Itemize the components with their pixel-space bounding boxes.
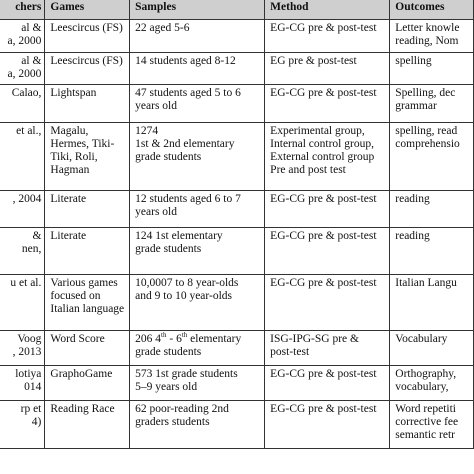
cell-text-line: Italian Langu [395, 277, 457, 289]
cell-text-line: Word Score [50, 333, 105, 345]
cell-text-line: & [32, 230, 42, 242]
cell-researchers [0, 275, 45, 331]
cell-text-line: 1st & 2nd elementary [135, 138, 235, 150]
cell-text-line: reading, Nom [395, 35, 459, 47]
cell-samples [130, 401, 265, 449]
cell-samples [130, 123, 265, 191]
cell-method [265, 366, 390, 401]
cell-text-line: grade students [135, 243, 202, 255]
cell-method [265, 53, 390, 85]
cell-researchers [0, 123, 45, 191]
cell-text-line: semantic retr [395, 429, 455, 441]
cell-text-line: reading [395, 193, 430, 205]
cell-text-line: 573 1st grade students [135, 368, 238, 380]
cell-samples [130, 85, 265, 123]
cell-text-line: GraphoGame [50, 368, 113, 380]
cell-text-line: Lightspan [50, 87, 97, 99]
cell-text-line: Reading Race [50, 403, 115, 415]
cell-games [45, 331, 130, 366]
cell-text-line: grammar [395, 100, 437, 112]
cell-text-line: years old [135, 206, 177, 218]
cell-games [45, 366, 130, 401]
cell-text-line: , 2013 [12, 346, 42, 358]
cell-text-line: graders students [135, 416, 210, 428]
cell-text-line: Leescircus (FS) [50, 22, 123, 34]
cell-text-line: Experimental group, [270, 125, 365, 137]
cell-text-line: and 9 to 10 year-olds [135, 290, 233, 302]
cell-games [45, 53, 130, 85]
cell-outcomes [390, 53, 474, 85]
cell-text-line: EG-CG pre & post-test [270, 368, 377, 380]
cell-samples [130, 191, 265, 228]
cell-text-line: focused on [50, 290, 101, 302]
cell-text-line: Italian language [50, 303, 125, 315]
table-row [0, 228, 474, 275]
cell-games [45, 275, 130, 331]
cell-text-line: 12 students aged 6 to 7 [135, 193, 241, 205]
cell-samples [130, 275, 265, 331]
cell-method [265, 275, 390, 331]
cell-outcomes [390, 20, 474, 53]
cell-text-line: Leescircus (FS) [50, 55, 123, 67]
cell-samples [130, 331, 265, 366]
header-row [0, 0, 474, 20]
cell-samples [130, 53, 265, 85]
cell-researchers [0, 228, 45, 275]
cell-text-line: EG-CG pre & post-test [270, 193, 377, 205]
cell-text-line: ISG-IPG-SG pre & [270, 333, 359, 345]
cell-text-line: 22 aged 5-6 [135, 22, 190, 34]
cell-text-line: vocabulary, [395, 381, 449, 393]
cell-text-line: 1274 [135, 125, 159, 137]
header-samples: Samples [130, 0, 265, 20]
cell-text-line: Internal control group, [270, 138, 374, 150]
cell-researchers [0, 401, 45, 449]
cell-games [45, 401, 130, 449]
cell-text-line: Hagman [50, 164, 90, 176]
cell-text-line: EG-CG pre & post-test [270, 87, 377, 99]
cell-outcomes [390, 85, 474, 123]
cell-text-line: 4) [31, 416, 42, 428]
cell-method [265, 401, 390, 449]
cell-text-line: rp et [20, 403, 42, 415]
cell-games [45, 123, 130, 191]
cell-text-line: lotiya [15, 368, 42, 380]
cell-outcomes [390, 191, 474, 228]
table-row [0, 331, 474, 366]
header-games: Games [45, 0, 130, 20]
cell-method [265, 20, 390, 53]
cell-text-line: 206 4th - 6th elementary [135, 331, 242, 345]
cell-method [265, 331, 390, 366]
cell-text-line: years old [135, 100, 177, 112]
table-body [0, 20, 474, 449]
cell-method [265, 228, 390, 275]
cell-text-line: External control group [270, 151, 375, 163]
cell-samples [130, 366, 265, 401]
cell-text-line: Letter knowle [395, 22, 460, 34]
cell-text-line: 124 1st elementary [135, 230, 223, 242]
cell-text-line: Literate [50, 193, 87, 205]
cell-text-line: 10,0007 to 8 year-olds [135, 277, 239, 289]
cell-text-line: Hermes, Tiki- [50, 138, 115, 150]
cell-outcomes [390, 401, 474, 449]
cell-text-line: spelling, read [395, 125, 458, 137]
cell-text-line: 5–9 years old [135, 381, 198, 393]
table-row [0, 401, 474, 449]
cell-text-line: Various games [50, 277, 118, 289]
cell-text-line: , 2004 [12, 193, 42, 205]
cell-samples [130, 228, 265, 275]
cell-method [265, 191, 390, 228]
cell-text-line: nen, [21, 243, 42, 255]
cell-text-line: Literate [50, 230, 87, 242]
table-row [0, 191, 474, 228]
table-row [0, 366, 474, 401]
cell-text-line: a, 2000 [7, 68, 42, 80]
cell-outcomes [390, 123, 474, 191]
cell-text-line: Vocabulary [395, 333, 448, 345]
cell-text-line: al & [21, 55, 42, 67]
cell-text-line: al & [21, 22, 42, 34]
cell-text-line: Calao, [11, 87, 42, 99]
cell-text-line: 14 students aged 8-12 [135, 55, 236, 67]
cell-samples [130, 20, 265, 53]
cell-method [265, 85, 390, 123]
cell-researchers [0, 53, 45, 85]
cell-text-line: comprehensio [395, 138, 460, 150]
cell-text-line: et al., [16, 125, 42, 137]
cell-text-line: EG-CG pre & post-test [270, 277, 377, 289]
cell-researchers [0, 20, 45, 53]
cell-text-line: Magalu, [50, 125, 89, 137]
cell-outcomes [390, 331, 474, 366]
table-row [0, 85, 474, 123]
cell-text-line: grade students [135, 151, 202, 163]
cell-researchers [0, 366, 45, 401]
cell-outcomes [390, 228, 474, 275]
cell-text-line: 014 [24, 381, 42, 393]
cell-games [45, 85, 130, 123]
cell-outcomes [390, 275, 474, 331]
cell-text-line: 62 poor-reading 2nd [135, 403, 229, 415]
table-row [0, 53, 474, 85]
cell-text-line: EG-CG pre & post-test [270, 403, 377, 415]
cell-text-line: EG pre & post-test [270, 55, 357, 67]
cell-text-line: Pre and post test [270, 164, 346, 176]
cell-games [45, 20, 130, 53]
table-row [0, 275, 474, 331]
header-researchers: chers [0, 0, 45, 20]
cell-text-line: post-test [270, 346, 310, 358]
cell-text-line: Word repetiti [395, 403, 456, 415]
cell-researchers [0, 85, 45, 123]
header-method: Method [265, 0, 390, 20]
cell-text-line: 47 students aged 5 to 6 [135, 87, 241, 99]
cell-text-line: Voog [17, 333, 42, 345]
cell-outcomes [390, 366, 474, 401]
table-row [0, 20, 474, 53]
table-row [0, 123, 474, 191]
cell-games [45, 191, 130, 228]
cell-text-line: u et al. [10, 277, 42, 289]
header-outcomes: Outcomes [390, 0, 474, 20]
cell-text-line: EG-CG pre & post-test [270, 230, 377, 242]
cell-games [45, 228, 130, 275]
cell-text-line: a, 2000 [7, 35, 42, 47]
cell-text-line: Orthography, [395, 368, 457, 380]
cell-researchers [0, 331, 45, 366]
cell-text-line: EG-CG pre & post-test [270, 22, 377, 34]
cell-text-line: reading [395, 230, 430, 242]
cell-text-line: spelling [395, 55, 432, 67]
cell-text-line: grade students [135, 346, 202, 358]
cell-text-line: Spelling, dec [395, 87, 456, 99]
cell-text-line: Tiki, Roli, [50, 151, 98, 163]
cell-researchers [0, 191, 45, 228]
cell-method [265, 123, 390, 191]
cell-text-line: corrective fee [395, 416, 459, 428]
